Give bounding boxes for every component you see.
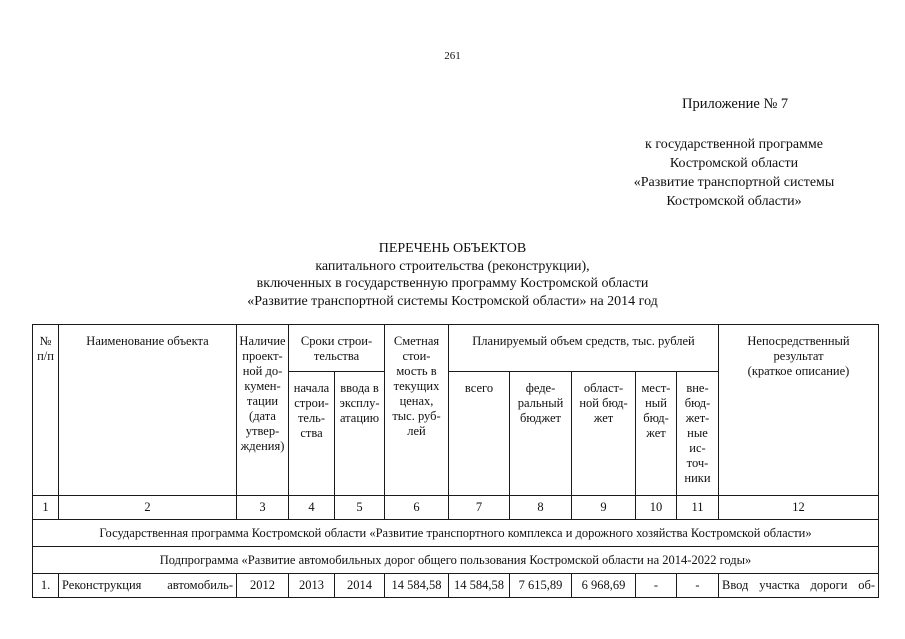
header-line: атацию (339, 411, 380, 425)
row-estimate: 14 584,58 (385, 574, 449, 598)
row-start: 2013 (289, 574, 335, 598)
result-word: участка (759, 578, 800, 592)
column-number: 10 (636, 496, 677, 520)
header-line: стои- (402, 349, 431, 363)
header-line: строи- (294, 396, 329, 410)
header-line: утвер- (245, 424, 280, 438)
column-number: 9 (572, 496, 636, 520)
row-federal: 7 615,89 (510, 574, 572, 598)
header-planned: Планируемый объем средств, тыс. рублей (449, 325, 719, 372)
column-number: 2 (59, 496, 237, 520)
header-name: Наименование объекта (59, 325, 237, 496)
document-title (0, 240, 905, 310)
table-header-row (33, 325, 879, 372)
appendix-label: Приложение № 7 (682, 96, 789, 112)
header-local (636, 372, 677, 496)
title-line: ПЕРЕЧЕНЬ ОБЪЕКТОВ (378, 241, 527, 256)
column-number: 7 (449, 496, 510, 520)
column-number: 1 (33, 496, 59, 520)
column-number: 8 (510, 496, 572, 520)
table-row (33, 574, 879, 598)
reference-line: к государственной программе (645, 137, 823, 152)
header-line: (краткое описание) (747, 364, 850, 378)
header-line: вне- (686, 381, 709, 395)
reference-line: Костромской области» (666, 194, 802, 209)
header-estimate (385, 325, 449, 496)
column-number: 4 (289, 496, 335, 520)
column-numbers-row (33, 496, 879, 520)
object-name-word: автомобиль- (167, 578, 233, 592)
header-line: ис- (689, 441, 706, 455)
reference-line: Костромской области (669, 156, 799, 171)
header-line: бюд- (684, 396, 711, 410)
header-regional (572, 372, 636, 496)
header-line: ральный (517, 396, 564, 410)
header-line: ный (645, 396, 667, 410)
program-section-title: Государственная программа Костромской области «Развитие транспортного комплекса и дорожного хозяйства Костромской области» (33, 520, 879, 547)
row-total: 14 584,58 (449, 574, 510, 598)
header-line: ные (687, 426, 708, 440)
header-federal (510, 372, 572, 496)
column-number: 11 (677, 496, 719, 520)
header-line: результат (773, 349, 824, 363)
column-number: 5 (335, 496, 385, 520)
header-line: Наличие (239, 334, 286, 348)
header-line: проект- (242, 349, 283, 363)
row-regional: 6 968,69 (572, 574, 636, 598)
header-terms (289, 325, 385, 372)
header-line: жет (646, 426, 666, 440)
row-commission: 2014 (335, 574, 385, 598)
result-word: Ввод (722, 578, 749, 592)
header-line: п/п (37, 349, 54, 363)
header-line: тельства (313, 349, 360, 363)
header-line: ники (684, 471, 711, 485)
header-line: начала (293, 381, 330, 395)
row-num: 1. (33, 574, 59, 598)
row-design-docs: 2012 (237, 574, 289, 598)
header-line: ввода в (340, 381, 379, 395)
header-line: текущих (393, 379, 440, 393)
program-section-row (33, 520, 879, 547)
header-commission (335, 372, 385, 496)
header-line: бюджет (520, 411, 561, 425)
header-num (33, 325, 59, 496)
objects-table (32, 324, 879, 598)
header-line: кумен- (244, 379, 281, 393)
header-line: мест- (641, 381, 671, 395)
row-object-name (59, 574, 237, 598)
result-word: об- (858, 578, 875, 592)
header-line: точ- (686, 456, 709, 470)
column-number: 6 (385, 496, 449, 520)
header-line: эксплу- (339, 396, 380, 410)
title-line: включенных в государственную программу Костромской области (256, 276, 649, 291)
header-line: (дата (249, 409, 276, 423)
column-number: 3 (237, 496, 289, 520)
header-design-docs (237, 325, 289, 496)
header-total (449, 372, 510, 496)
subprogram-section-title: Подпрограмма «Развитие автомобильных дорог общего пользования Костромской области на 2014-2022 годы» (33, 547, 879, 574)
header-line: жет- (685, 411, 710, 425)
header-line: Сметная (393, 334, 440, 348)
header-line: Сроки строи- (300, 334, 373, 348)
header-line: № (39, 334, 52, 348)
subprogram-section-row (33, 547, 879, 574)
header-extra (677, 372, 719, 496)
header-line: област- (583, 381, 624, 395)
header-line: лей (407, 424, 426, 438)
row-local: - (636, 574, 677, 598)
column-number: 12 (719, 496, 879, 520)
result-word: дороги (810, 578, 848, 592)
header-result (719, 325, 879, 496)
program-reference (600, 135, 868, 211)
reference-line: «Развитие транспортной системы (633, 175, 835, 190)
header-line: мость в (396, 364, 437, 378)
header-line: тации (246, 394, 279, 408)
header-line: феде- (525, 381, 556, 395)
header-line: ждения) (240, 439, 285, 453)
title-line: «Развитие транспортной системы Костромской области» на 2014 год (247, 293, 658, 309)
row-extra: - (677, 574, 719, 598)
header-line: Непосредственный (747, 334, 850, 348)
header-line: бюд- (643, 411, 669, 425)
header-line: ной до- (242, 364, 283, 378)
header-line: тыс. руб- (392, 409, 441, 423)
header-line: ценах, (399, 394, 434, 408)
header-start (289, 372, 335, 496)
row-result (719, 574, 879, 598)
header-line: тель- (297, 411, 326, 425)
object-name-word: Реконструкция (62, 578, 142, 592)
header-line: жет (593, 411, 614, 425)
header-line: ства (300, 426, 323, 440)
header-line: всего (464, 381, 494, 395)
page-number: 261 (444, 50, 461, 62)
title-line: капитального строительства (реконструкции), (315, 258, 590, 274)
header-line: ной бюд- (579, 396, 628, 410)
